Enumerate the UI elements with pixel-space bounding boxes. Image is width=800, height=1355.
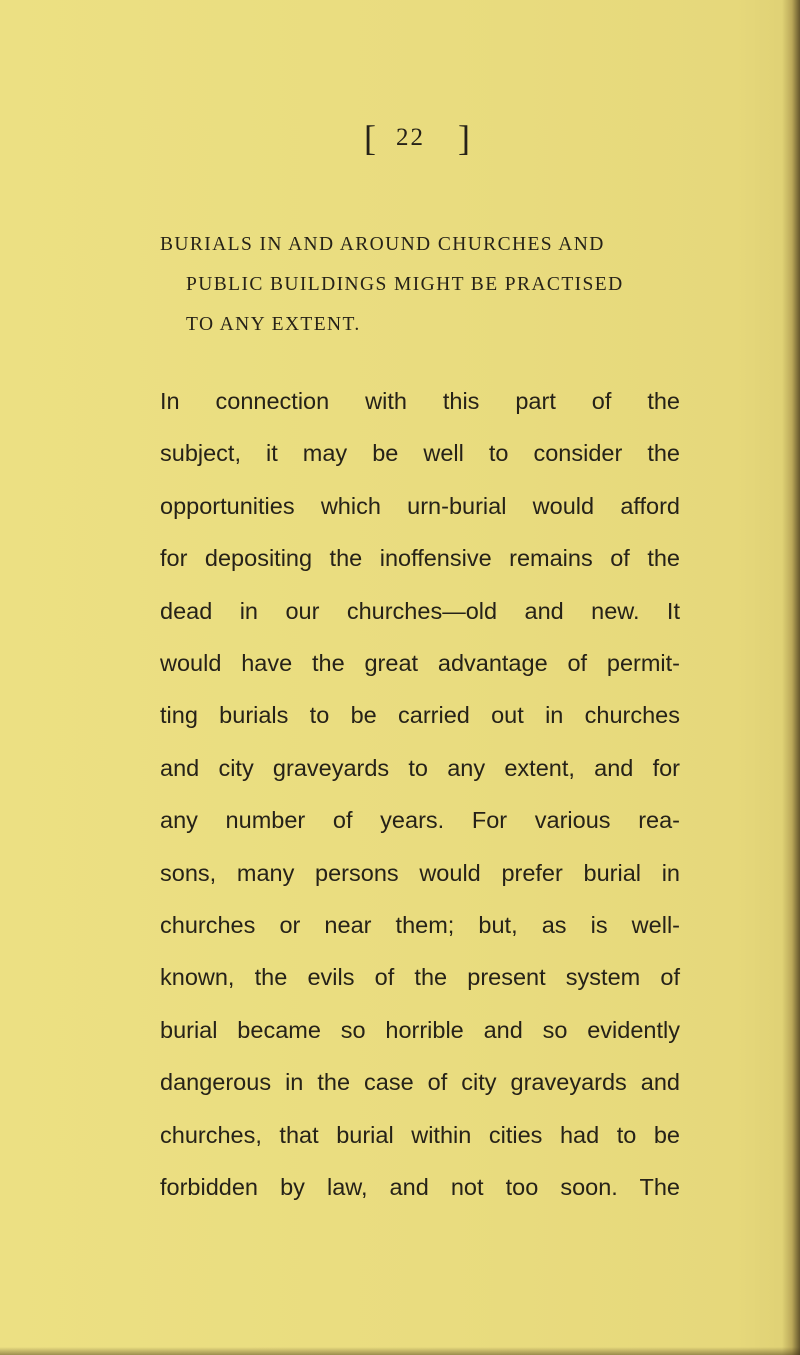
body-line: subject, it may be well to consider the <box>160 440 680 467</box>
body-line: any number of years. For various rea- <box>160 807 680 834</box>
page-number-bracket-close: ] <box>458 118 472 158</box>
body-line: dead in our churches—old and new. It <box>160 597 680 624</box>
body-paragraph <box>160 375 680 1214</box>
body-line: In connection with this part of the <box>160 388 680 414</box>
body-line: churches or near them; but, as is well- <box>160 912 680 939</box>
heading-line: PUBLIC BUILDINGS MIGHT BE PRACTISED <box>186 274 624 295</box>
body-line: for depositing the inoffensive remains of the <box>160 545 680 572</box>
body-line: opportunities which urn-burial would afford <box>160 492 680 519</box>
page-number-value: 22 <box>396 124 425 151</box>
body-line: would have the great advantage of permit- <box>160 650 680 677</box>
body-line: ting burials to be carried out in churches <box>160 702 680 729</box>
page-number-bracket-open: [ <box>364 118 378 158</box>
body-line: burial became so horrible and so evidently <box>160 1016 680 1043</box>
body-line: and city graveyards to any extent, and for <box>160 754 680 781</box>
section-heading <box>160 225 720 345</box>
heading-line: BURIALS IN AND AROUND CHURCHES AND <box>160 234 605 255</box>
page-number <box>364 118 474 158</box>
body-line: dangerous in the case of city graveyards and <box>160 1069 680 1096</box>
page-bottom-shadow <box>0 1347 800 1355</box>
body-line: forbidden by law, and not too soon. The <box>160 1174 680 1201</box>
body-line: sons, many persons would prefer burial in <box>160 859 680 886</box>
heading-line: TO ANY EXTENT. <box>186 314 361 335</box>
body-line: known, the evils of the present system of <box>160 964 680 991</box>
page-edge-shadow <box>782 0 800 1355</box>
body-line: churches, that burial within cities had to be <box>160 1121 680 1148</box>
